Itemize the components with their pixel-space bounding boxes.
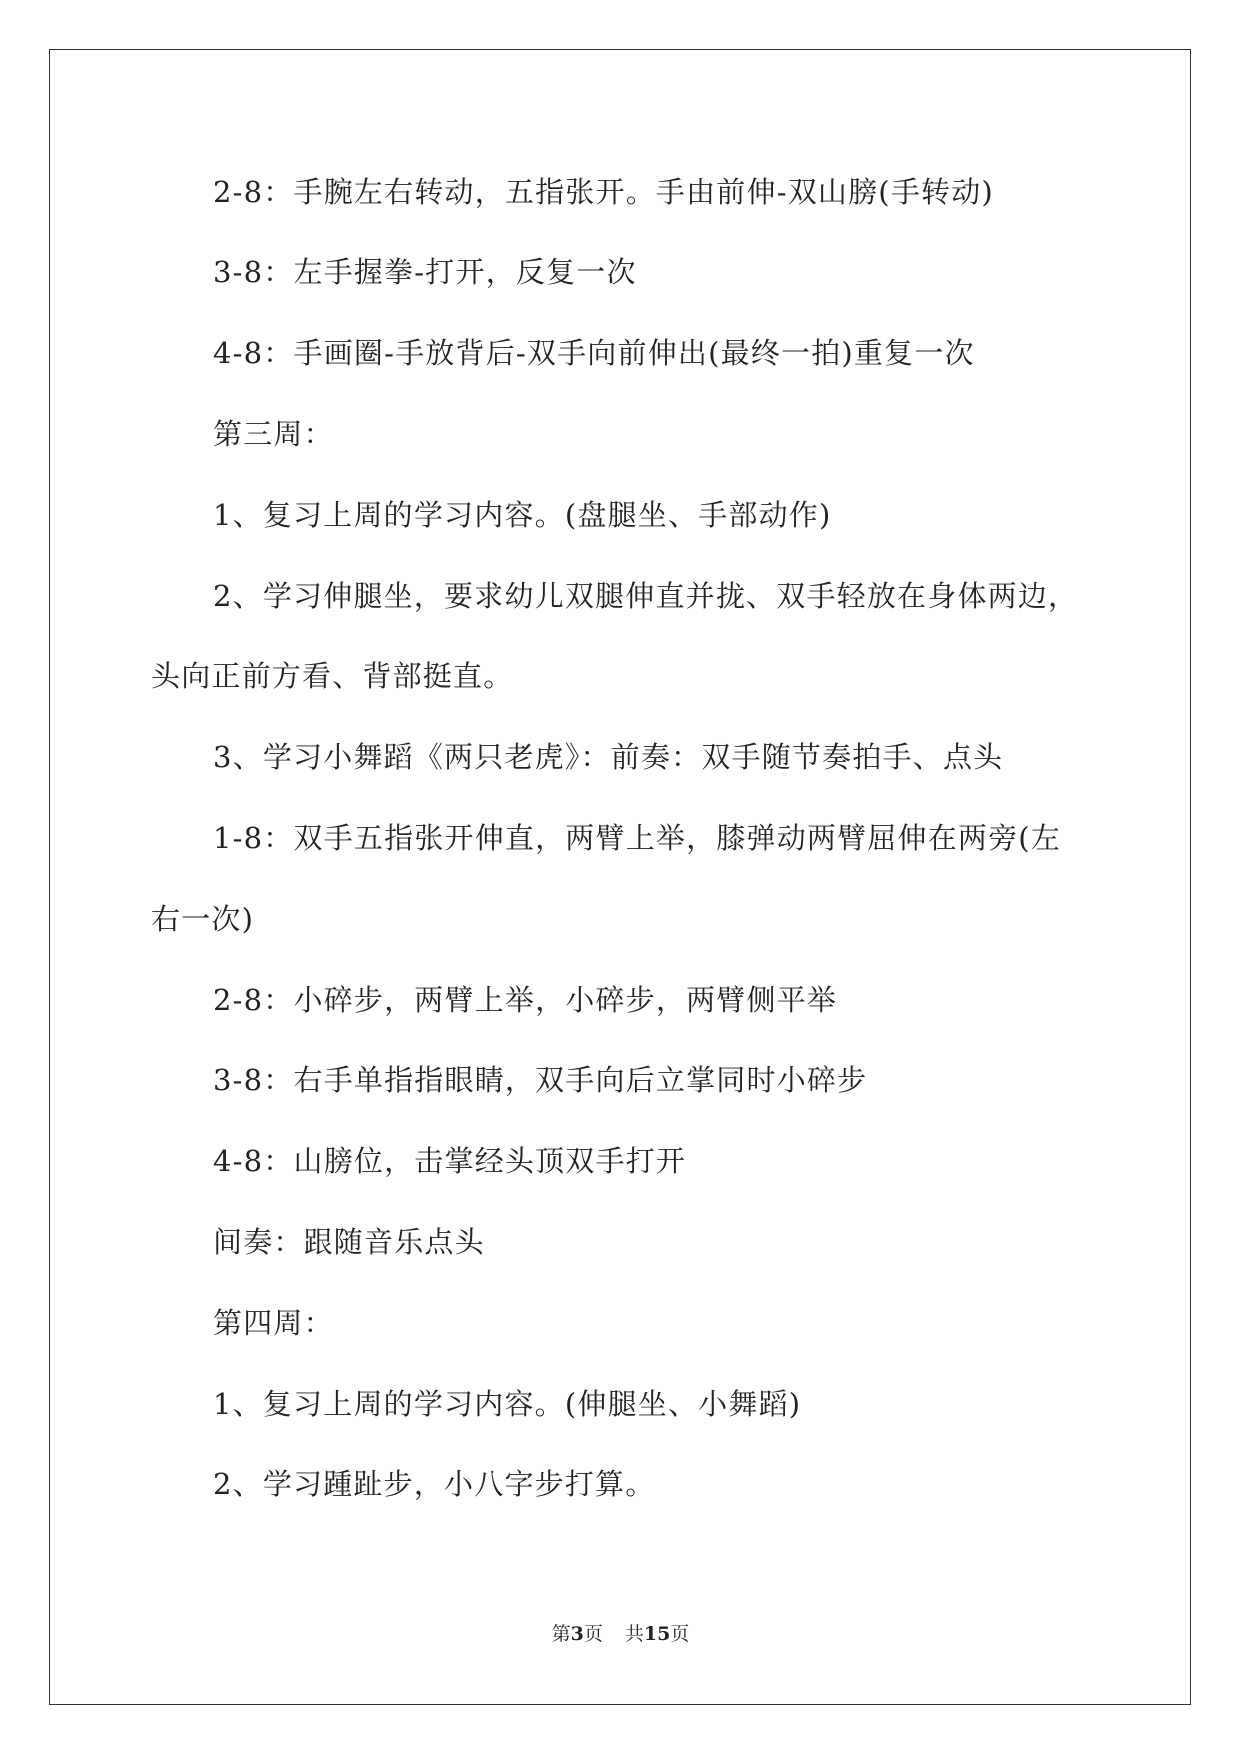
page-footer: [0, 1622, 1241, 1646]
text-line: 2、学习踵趾步，小八字步打算。: [213, 1467, 656, 1501]
text-line: 头向正前方看、背部挺直。: [151, 659, 514, 693]
text-line: 1、复习上周的学习内容。(盘腿坐、手部动作): [213, 498, 832, 532]
text-line: 2-8：手腕左右转动，五指张开。手由前伸-双山膀(手转动): [213, 175, 994, 209]
text-line: 3-8：左手握拳-打开，反复一次: [213, 255, 637, 289]
text-line: 3-8：右手单指指眼睛，双手向后立掌同时小碎步: [213, 1063, 868, 1097]
text-line: 右一次): [151, 902, 255, 936]
text-line: 1、复习上周的学习内容。(伸腿坐、小舞蹈): [213, 1387, 802, 1421]
page-suffix: 页: [583, 1623, 603, 1645]
section-heading: 第四周：: [213, 1306, 334, 1340]
total-prefix: 共: [624, 1623, 644, 1645]
text-line: 2、学习伸腿坐，要求幼儿双腿伸直并拢、双手轻放在身体两边，: [213, 579, 1079, 613]
text-line: 间奏：跟随音乐点头: [213, 1225, 485, 1259]
total-pages: 15: [643, 1623, 671, 1645]
section-heading: 第三周：: [213, 417, 334, 451]
text-line: 4-8：山膀位，击掌经头顶双手打开: [213, 1144, 687, 1178]
total-suffix: 页: [670, 1623, 690, 1645]
page-border: [49, 49, 1191, 1705]
text-line: 3、学习小舞蹈《两只老虎》：前奏：双手随节奏拍手、点头: [213, 740, 1004, 774]
page-prefix: 第: [551, 1623, 571, 1645]
page-number: 3: [570, 1623, 584, 1645]
text-line: 2-8：小碎步，两臂上举，小碎步，两臂侧平举: [213, 983, 838, 1017]
text-line: 1-8：双手五指张开伸直，两臂上举，膝弹动两臂屈伸在两旁(左: [213, 821, 1062, 855]
text-line: 4-8：手画圈-手放背后-双手向前伸出(最终一拍)重复一次: [213, 336, 975, 370]
